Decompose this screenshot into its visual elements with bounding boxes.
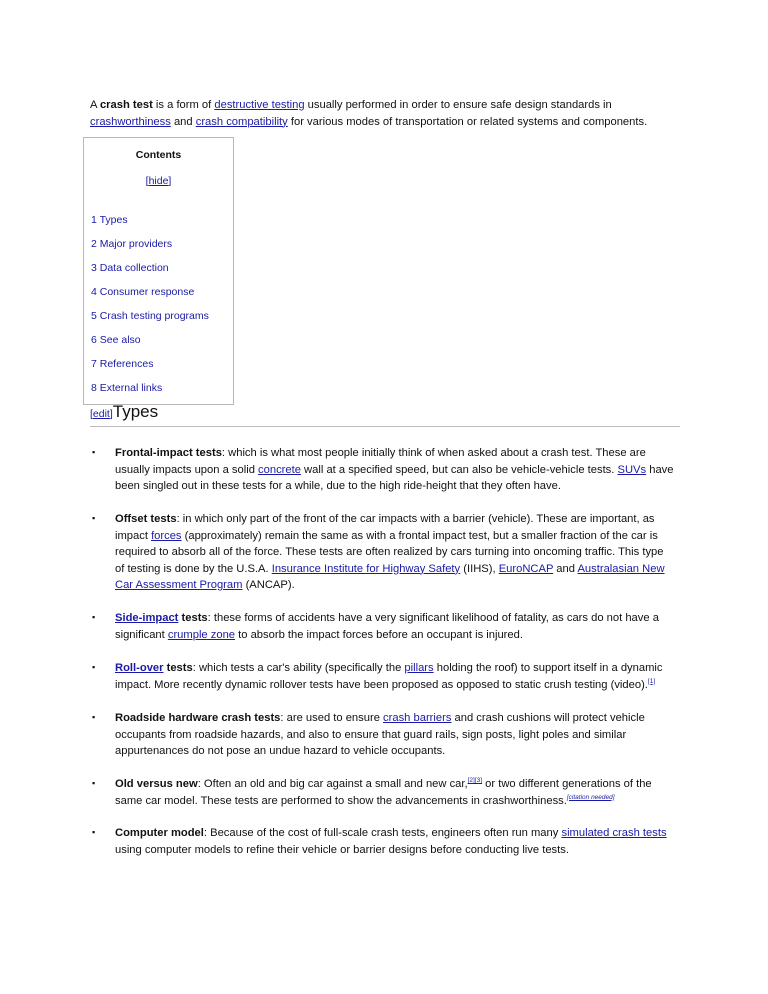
toc-item-types[interactable]: 1 Types [91,214,128,226]
link-pillars[interactable]: pillars [404,662,434,674]
link-crash-barriers[interactable]: crash barriers [383,712,452,724]
item-term: Offset tests [115,513,177,525]
link-destructive-testing[interactable]: destructive testing [214,99,305,111]
toc-item-major-providers[interactable]: 2 Major providers [91,238,173,250]
item-text: wall at a specified speed, but can also be vehicle-vehicle tests. [300,463,618,476]
toc-item-external-links[interactable]: 8 External links [91,382,163,394]
edit-link[interactable]: edit [92,408,110,420]
list-item-old-versus-new [115,776,675,809]
bullet-icon: ▪ [92,447,96,457]
link-crashworthiness[interactable]: crashworthiness [90,115,171,128]
item-term: tests [163,662,193,674]
list-item-frontal-impact [115,445,675,495]
link-forces[interactable]: forces [151,529,182,542]
citation-link[interactable]: [2][3] [467,777,483,784]
toc-hide-bracket: [ [145,175,149,187]
link-iihs[interactable]: Insurance Institute for Highway Safety [271,562,461,575]
link-suvs[interactable]: SUVs [617,463,647,476]
bullet-icon: ▪ [92,662,96,672]
list-item-roadside-hardware [115,710,675,760]
edit-bracket: ] [109,408,113,420]
edit-section-link [90,408,113,420]
intro-text: for various modes of transportation or related systems and components. [287,115,648,128]
item-text: and crash cushions will protect vehicle occupants from roadside hazards, and also to ensure that guard rails, sign posts, light poles and similar appurtenances do not pose an undue hazard to vehicle occupants. [115,712,645,757]
item-term: Frontal-impact tests [115,447,222,459]
list-item-computer-model [115,825,675,858]
list-item-side-impact [115,610,675,643]
item-term: Roadside hardware crash tests [115,712,281,724]
item-text: (ANCAP). [242,579,295,591]
item-text: : Because of the cost of full-scale crash tests, engineers often run many [203,827,562,839]
bullet-icon: ▪ [92,827,96,837]
intro-text: is a form of [152,99,215,111]
item-term: tests [178,612,208,624]
bullet-icon: ▪ [92,513,96,523]
intro-text: usually performed in order to ensure safe design standards in [304,99,612,111]
item-text: using computer models to refine their vehicle or barrier designs before conducting live tests. [115,843,569,856]
intro-text: A [90,99,100,111]
link-euroncap[interactable]: EuroNCAP [498,562,554,575]
citation-link[interactable]: [1] [647,677,656,685]
link-concrete[interactable]: concrete [258,463,301,476]
edit-bracket: [ [90,408,93,420]
toc-hide-toggle [84,175,233,187]
toc-hide-bracket: ] [168,175,172,187]
item-text: : in which only part of the front of the car impacts with a barrier (vehicle). These are important, as impact [115,513,655,542]
list-item-roll-over [115,660,675,693]
section-heading [90,402,680,427]
toc-title: Contents [135,149,182,161]
link-side-impact[interactable]: Side-impact [115,612,179,624]
link-crumple-zone[interactable]: crumple zone [167,628,236,641]
item-text: : these forms of accidents have a very significant likelihood of fatality, as cars do not have a significant [115,612,659,641]
list-item-offset-tests [115,511,675,594]
section-title: Types [112,402,159,421]
item-term: Old versus new [115,778,198,790]
item-text: : Often an old and big car against a small and new car, [197,778,468,790]
toc-item-data-collection[interactable]: 3 Data collection [91,262,169,274]
item-term: Computer model [115,827,204,839]
table-of-contents [83,137,234,405]
link-crash-compatibility[interactable]: crash compatibility [195,115,288,128]
bullet-icon: ▪ [92,778,96,788]
link-roll-over[interactable]: Roll-over [115,662,164,674]
item-text: holding the roof) to support itself in a dynamic impact. More recently dynamic rollover tests have been proposed as opposed to static crush testing (video). [115,662,663,691]
bullet-icon: ▪ [92,712,96,722]
item-text: or two different generations of the same car model. These tests are performed to show the advancements in crashworthiness. [115,778,652,807]
intro-text: and [170,115,196,128]
link-ancap[interactable]: Australasian New Car Assessment Program [115,562,665,591]
intro-term: crash test [99,99,153,111]
toc-hide-link[interactable]: hide [148,175,169,187]
item-text: (approximately) remain the same as with a frontal impact test, but a smaller fraction of the car is required to absorb all of the force. These tests are often realized by cars turning into oncoming traffic. This type of testing is done by the U.S.A. [115,529,664,575]
item-text: : which tests a car's ability (specifically the [192,662,405,674]
bullet-icon: ▪ [92,612,96,622]
item-text: : are used to ensure [280,712,384,724]
item-text: and [553,562,578,575]
intro-paragraph [90,97,690,130]
citation-needed-link[interactable]: [citation needed] [566,793,615,801]
link-simulated-crash-tests[interactable]: simulated crash tests [561,827,667,839]
item-text: to absorb the impact forces before an occupant is injured. [235,628,523,641]
toc-item-see-also[interactable]: 6 See also [91,334,141,346]
toc-item-consumer-response[interactable]: 4 Consumer response [91,286,195,298]
toc-item-crash-testing-programs[interactable]: 5 Crash testing programs [91,310,209,322]
item-text: have been singled out in these tests for a while, due to the high ride-height that they often have. [115,463,674,492]
item-text: (IIHS), [460,562,499,575]
toc-item-references[interactable]: 7 References [91,358,154,370]
item-text: : which is what most people initially think of when asked about a crash test. These are usually impacts upon a solid [115,447,646,476]
